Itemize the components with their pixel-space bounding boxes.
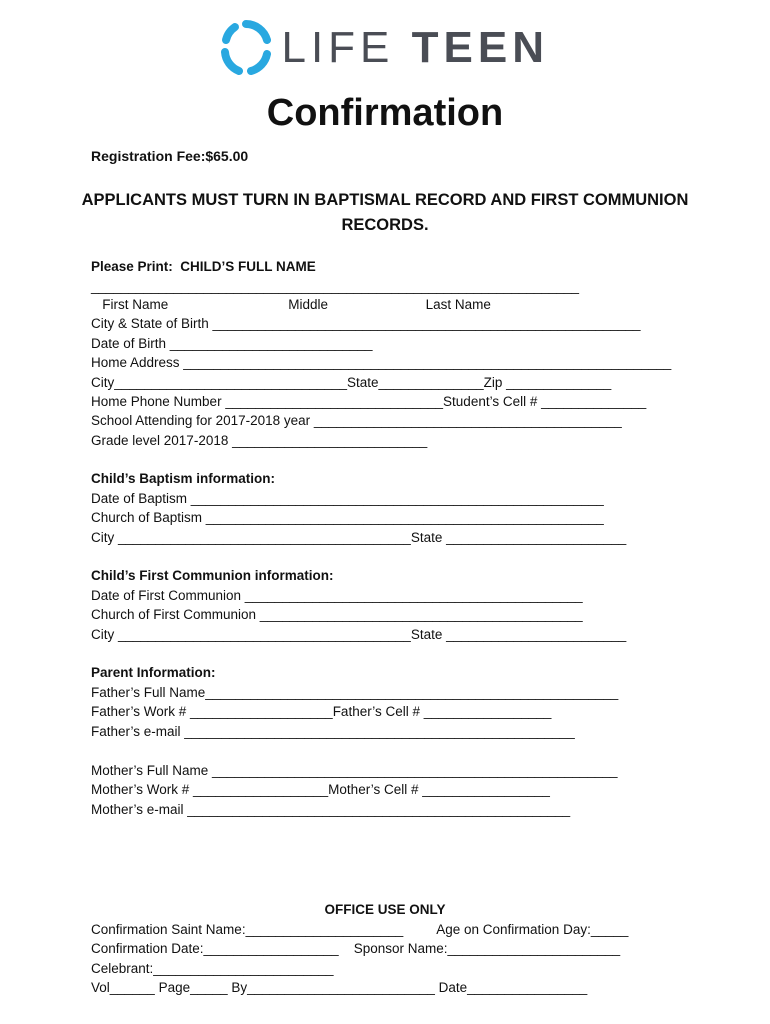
school-field[interactable]: School Attending for 2017-2018 year _________________________________________ (91, 413, 622, 428)
logo-word-life: LIFE (281, 23, 395, 72)
baptism-heading: Child’s Baptism information: (91, 471, 276, 486)
baptism-city-field[interactable]: City _______________________________________State ________________________ (91, 530, 627, 545)
logo-word-teen: TEEN (411, 23, 549, 72)
logo-wordmark (281, 23, 549, 72)
logo-ring-icon (221, 20, 271, 76)
father-name-field[interactable]: Father’s Full Name_______________________________________________________ (91, 685, 619, 700)
phone-field[interactable]: Home Phone Number _____________________________Student’s Cell # ______________ (91, 394, 647, 409)
saint-name-field[interactable]: Confirmation Saint Name:_____________________ Age on Confirmation Day:_____ (91, 922, 629, 937)
date-of-birth-field[interactable]: Date of Birth ___________________________ (91, 336, 373, 351)
registration-fee: Registration Fee:$65.00 (91, 148, 249, 164)
communion-heading: Child’s First Communion information: (91, 568, 334, 583)
child-name-field[interactable]: _________________________________________________________________ (91, 279, 580, 294)
communion-church-field[interactable]: Church of First Communion ___________________________________________ (91, 607, 583, 622)
records-notice: APPLICANTS MUST TURN IN BAPTISMAL RECORD AND FIRST COMMUNION RECORDS. (81, 191, 689, 234)
city-state-zip-field[interactable]: City_______________________________State______________Zip ______________ (91, 375, 612, 390)
father-work-field[interactable]: Father’s Work # ___________________Father’s Cell # _________________ (91, 704, 552, 719)
city-state-birth-field[interactable]: City & State of Birth _________________________________________________________ (91, 316, 641, 331)
baptism-church-field[interactable]: Church of Baptism _____________________________________________________ (91, 510, 604, 525)
mother-work-field[interactable]: Mother’s Work # __________________Mother’s Cell # _________________ (91, 782, 550, 797)
office-use-heading: OFFICE USE ONLY (324, 902, 446, 917)
page-title: Confirmation (266, 92, 504, 134)
father-email-field[interactable]: Father’s e-mail ____________________________________________________ (91, 724, 575, 739)
communion-city-field[interactable]: City _______________________________________State ________________________ (91, 627, 627, 642)
please-print-label: Please Print: CHILD’S FULL NAME (91, 259, 316, 274)
grade-field[interactable]: Grade level 2017-2018 __________________________ (91, 433, 428, 448)
parent-heading: Parent Information: (91, 665, 216, 680)
mother-name-field[interactable]: Mother’s Full Name ______________________________________________________ (91, 763, 618, 778)
baptism-date-field[interactable]: Date of Baptism _______________________________________________________ (91, 491, 604, 506)
child-name-sublabels: First Name Middle Last Name (91, 297, 491, 312)
home-address-field[interactable]: Home Address _________________________________________________________________ (91, 355, 672, 370)
confirmation-date-field[interactable]: Confirmation Date:__________________ Sponsor Name:_______________________ (91, 941, 621, 956)
communion-date-field[interactable]: Date of First Communion _____________________________________________ (91, 588, 583, 603)
mother-email-field[interactable]: Mother’s e-mail ___________________________________________________ (91, 802, 571, 817)
vol-page-field[interactable]: Vol______ Page_____ By_________________________ Date________________ (91, 980, 588, 995)
life-teen-logo (0, 20, 770, 76)
celebrant-field[interactable]: Celebrant:________________________ (91, 961, 334, 976)
